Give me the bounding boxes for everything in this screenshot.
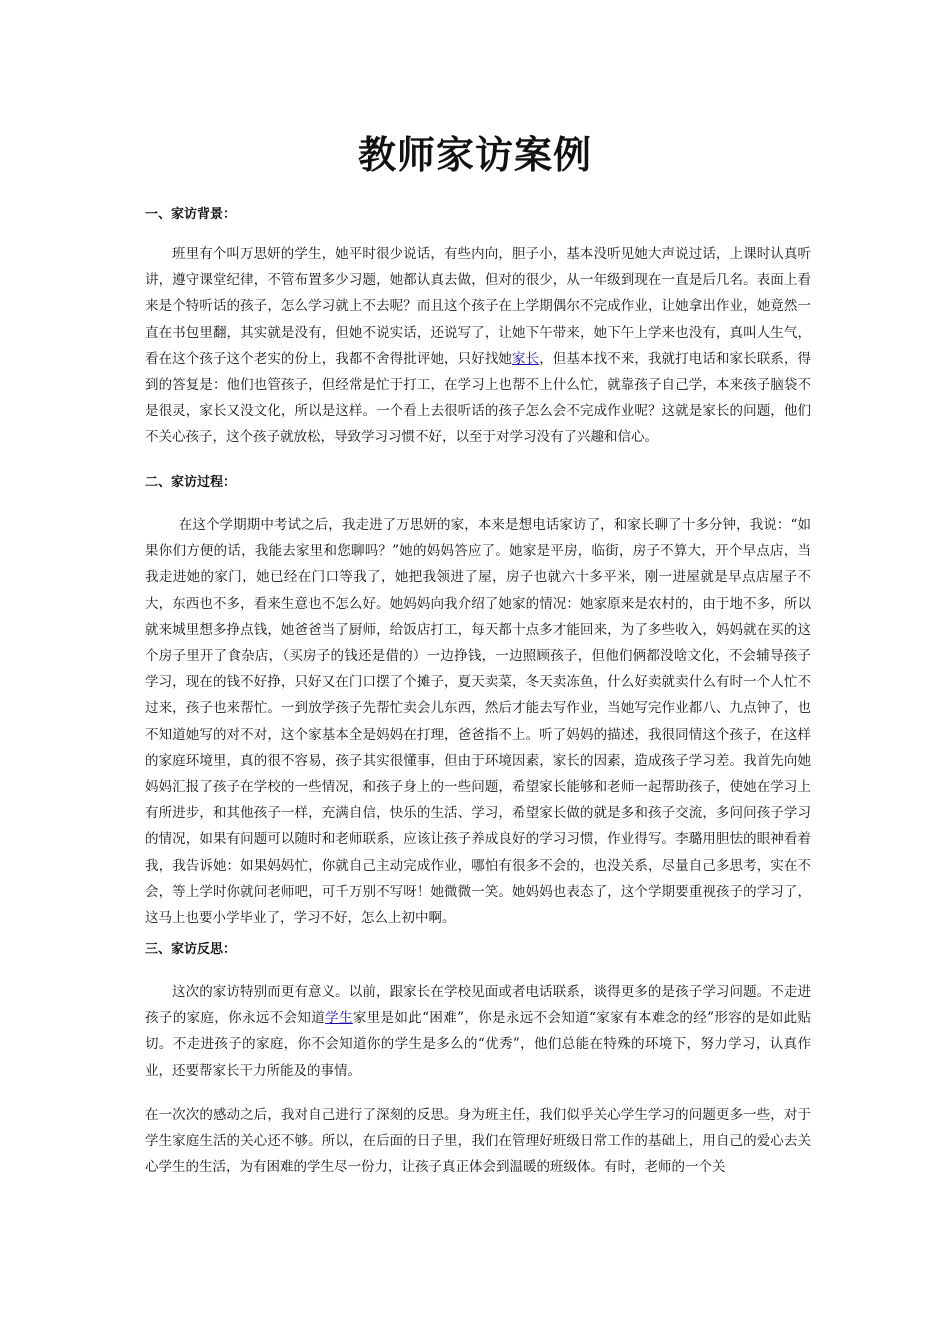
link-parent[interactable]: 家长 — [512, 350, 540, 367]
section-heading-background: 一、家访背景： — [145, 207, 237, 222]
section-heading-reflection: 三、家访反思： — [145, 942, 237, 957]
body-text: 家里是如此“困难”，你是永远不会知道“家家有本难念的经”形容的是如此贴切。不走进孩子的家庭，你不会知道你的学生是多么的“优秀”，他们总能在特殊的环境下，努力学习，认真作业，还要帮家长干力所能及的事情。 — [145, 1010, 812, 1079]
section-heading-process: 二、家访过程： — [145, 475, 237, 490]
link-student[interactable]: 学生 — [325, 1010, 353, 1027]
section-body-process: 在这个学期期中考试之后，我走进了万思妍的家，本来是想电话家访了，和家长聊了十多分钟，我说：“如果你们方便的话，我能去家里和您聊吗？”她的妈妈答应了。她家是平房，临街，房子不算大，开个早点店，当我走进她的家门，她已经在门口等我了，她把我领进了屋，房子也就六十多平米，刚一进屋就是早点店屋子不大，东西也不多，看来生意也不怎么好。她妈妈向我介绍了她家的情况：她家原来是农村的，由于地不多，所以就来城里想多挣点钱，她爸爸当了厨师，给饭店打工，每天都十点多才能回来，为了多些收入，妈妈就在买的这个房子里开了食杂店，（买房子的钱还是借的）一边挣钱，一边照顾孩子，但他们俩都没啥文化，不会辅导孩子学习，现在的钱不好挣，只好又在门口摆了个摊子，夏天卖菜，冬天卖冻鱼，什么好卖就卖什么有时一个人忙不过来，孩子也来帮忙。一到放学孩子先帮忙卖会儿东西，然后才能去写作业，当她写完作业都八、九点钟了，也不知道她写的对不对，这个家基本全是妈妈在打理，爸爸指不上。听了妈妈的描述，我很同情这个孩子，在这样的家庭环境里，真的很不容易，孩子其实很懂事，但由于环境因素，家长的因素，造成孩子学习差。我首先向她妈妈汇报了孩子在学校的一些情况，和孩子身上的一些问题，希望家长能够和老师一起帮助孩子，使她在学习上有所进步，和其他孩子一样，充满自信，快乐的生活、学习，希望家长做的就是多和孩子交流，多问问孩子学习的情况，如果有问题可以随时和老师联系，应该让孩子养成良好的学习习惯，作业得写。李璐用胆怯的眼神看着我，我告诉她：如果妈妈忙，你就自己主动完成作业，哪怕有很多不会的，也没关系，尽量自己多思考，实在不会，等上学时你就问老师吧，可千万别不写呀！她微微一笑。她妈妈也表态了，这个学期要重视孩子的学习了，这马上也要小学毕业了，学习不好，怎么上初中啊。 — [145, 517, 811, 927]
section-body-background — [145, 241, 811, 451]
body-text: 班里有个叫万思妍的学生，她平时很少说话，有些内向，胆子小，基本没听见她大声说过话，上课时认真听讲，遵守课堂纪律，不管布置多少习题，她都认真去做，但对的很少，从一年级到现在一直是后几名。表面上看来是个特听话的孩子，怎么学习就上不去呢？而且这个孩子在上学期偶尔不完成作业，让她拿出作业，她竟然一直在书包里翻，其实就是没有，但她不说实话，还说写了，让她下午带来，她下午上学来也没有，真叫人生气，看在这个孩子这个老实的份上，我都不舍得批评她，只好找她 — [145, 246, 811, 367]
section-body-reflection-2: 在一次次的感动之后，我对自己进行了深刻的反思。身为班主任，我们似乎关心学生学习的问题更多一些，对于学生家庭生活的关心还不够。所以，在后面的日子里，我们在管理好班级日常工作的基础上，用自己的爱心去关心学生的生活，为有困难的学生尽一份力，让孩子真正体会到温暖的班级体。有时，老师的一个关 — [145, 1107, 811, 1176]
section-body-reflection — [145, 979, 811, 1084]
body-text: ，但基本找不来，我就打电话和家长联系，得到的答复是：他们也管孩子，但经常是忙于打工，在学习上也帮不上什么忙，就靠孩子自己学，本来孩子脑袋不是很灵，家长又没文化，所以是这样。一个看上去很听话的孩子怎么会不完成作业呢？这就是家长的问题，他们不关心孩子，这个孩子就放松，导致学习习惯不好，以至于对学习没有了兴趣和信心。 — [145, 350, 811, 446]
body-text: 这次的家访特别而更有意义。以前，跟家长在学校见面或者电话联系，谈得更多的是孩子学习问题。不走进孩子的家庭，你永远不会知道 — [145, 984, 811, 1027]
document-title: 教师家访案例 — [357, 133, 592, 177]
